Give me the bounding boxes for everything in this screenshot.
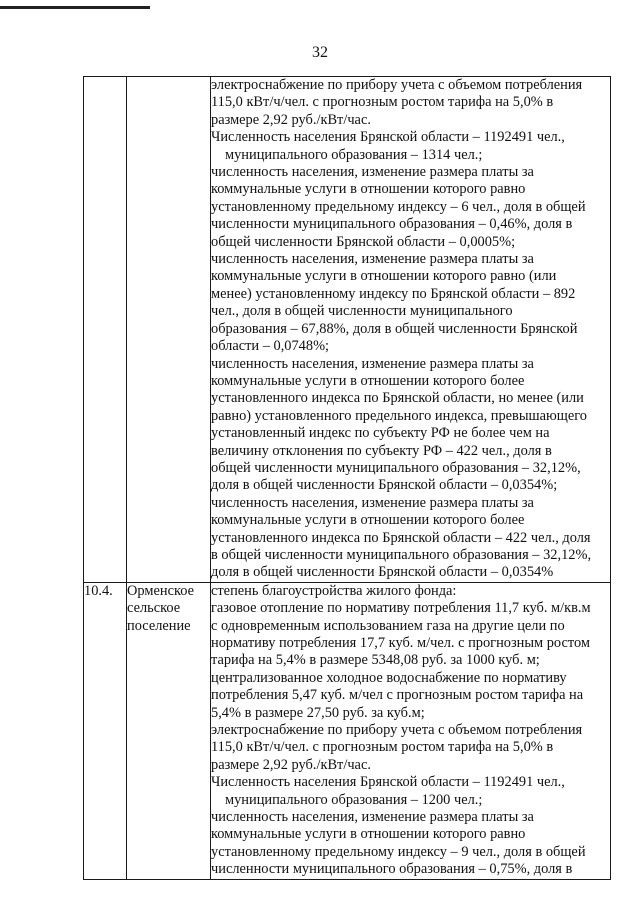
text-line: тарифа на 5,4% в размере 5348,08 руб. за 1000 куб. м; [211, 652, 540, 669]
settlement-name-line: сельское [127, 600, 181, 617]
text-line: равно) установленного предельного индекса, превышающего [211, 407, 587, 424]
text-line: коммунальные услуги в отношении которого равно [211, 826, 526, 843]
text-line: централизованное холодное водоснабжение по нормативу [211, 669, 567, 686]
scan-edge-mark [0, 6, 150, 9]
text-line: потребления 5,47 куб. м/чел с прогнозным ростом тарифа на [211, 687, 584, 704]
row-number-cell [84, 77, 127, 583]
text-line: доля в общей численности Брянской области – 0,0354% [211, 564, 554, 581]
text-line: коммунальные услуги в отношении которого равно (или [211, 268, 557, 285]
text-line: газовое отопление по нормативу потребления 11,7 куб. м/кв.м [211, 600, 591, 617]
text-line: с одновременным использованием газа на другие цели по [211, 617, 565, 634]
description-cell [211, 582, 611, 879]
text-line: в общей численности муниципального образования – 32,12%, [211, 546, 592, 563]
text-line: общей численности муниципального образования – 32,12%, [211, 459, 581, 476]
description-cell [211, 77, 611, 583]
text-line: установленному предельному индексу – 6 чел., доля в общей [211, 198, 586, 215]
text-line: численности муниципального образования – 0,46%, доля в [211, 216, 573, 233]
settlement-name-line: Орменское [127, 582, 194, 599]
text-line: доля в общей численности Брянской области – 0,0354%; [211, 477, 558, 494]
settlement-name-line: поселение [127, 617, 191, 634]
text-line: установленного индекса по Брянской области, но менее (или [211, 390, 584, 407]
text-line: коммунальные услуги в отношении которого более [211, 372, 525, 389]
text-line: численность населения, изменение размера платы за [211, 251, 534, 268]
text-line: чел., доля в общей численности муниципального [211, 303, 513, 320]
text-line: размере 2,92 руб./кВт/час. [211, 756, 371, 773]
text-line: степень благоустройства жилого фонда: [211, 582, 457, 599]
text-line: численность населения, изменение размера платы за [211, 164, 534, 181]
text-line: электроснабжение по прибору учета с объемом потребления [211, 77, 583, 93]
table-row [84, 582, 611, 879]
text-line: численности муниципального образования – 0,75%, доля в [211, 861, 573, 878]
text-line: 115,0 кВт/ч/чел. с прогнозным ростом тарифа на 5,0% в [211, 94, 554, 111]
text-line: установленного индекса по Брянской области – 422 чел., доля [211, 529, 591, 546]
text-line: общей численности Брянской области – 0,0005%; [211, 233, 516, 250]
text-line: 115,0 кВт/ч/чел. с прогнозным ростом тарифа на 5,0% в [211, 739, 554, 756]
tariff-table [83, 76, 611, 880]
text-line: величину отклонения по субъекту РФ – 422 чел., доля в [211, 442, 552, 459]
text-line: области – 0,0748%; [211, 338, 330, 355]
text-line: численность населения, изменение размера платы за [211, 809, 534, 826]
text-line: нормативу потребления 17,7 куб. м/чел. с прогнозным ростом [211, 635, 590, 651]
text-line: численность населения, изменение размера платы за [211, 494, 534, 511]
text-line: муниципального образования – 1200 чел.; [225, 791, 483, 808]
row-number-cell: 10.4. [84, 582, 127, 879]
text-line: численность населения, изменение размера платы за [211, 355, 534, 372]
settlement-name-cell [127, 582, 211, 879]
text-line: 5,4% в размере 27,50 руб. за куб.м; [211, 704, 425, 721]
table-row [84, 77, 611, 583]
settlement-name-cell [127, 77, 211, 583]
text-line: коммунальные услуги в отношении которого равно [211, 181, 526, 198]
text-line: менее) установленному индексу по Брянской области – 892 [211, 285, 576, 302]
text-line: установленный индекс по субъекту РФ не более чем на [211, 425, 550, 442]
text-line: электроснабжение по прибору учета с объемом потребления [211, 722, 583, 739]
text-line: Численность населения Брянской области – 1192491 чел., [211, 774, 565, 791]
page-number: 32 [312, 44, 328, 61]
text-line: установленному предельному индексу – 9 чел., доля в общей [211, 843, 586, 860]
text-line: размере 2,92 руб./кВт/час. [211, 111, 371, 128]
text-line: образования – 67,88%, доля в общей численности Брянской [211, 320, 578, 337]
text-line: муниципального образования – 1314 чел.; [225, 146, 483, 163]
text-line: коммунальные услуги в отношении которого более [211, 512, 525, 529]
text-line: Численность населения Брянской области – 1192491 чел., [211, 129, 565, 146]
